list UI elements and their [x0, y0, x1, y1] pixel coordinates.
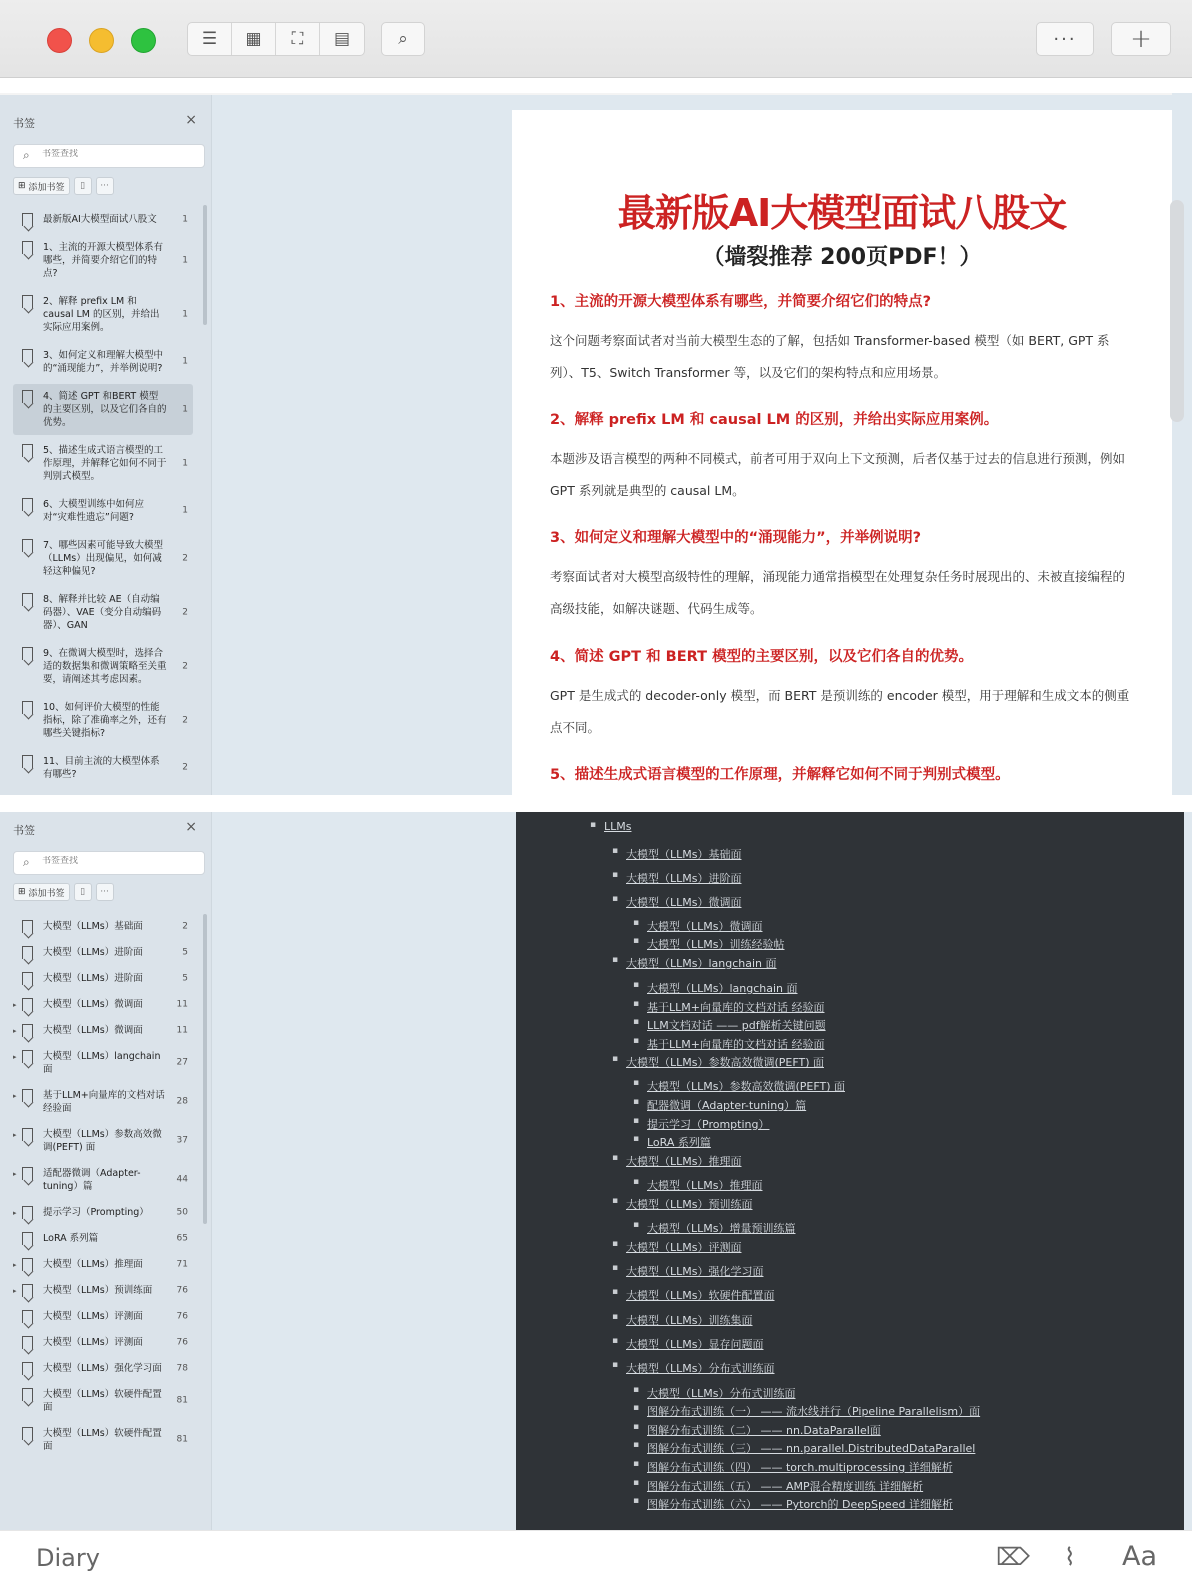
expand-arrow-icon[interactable]: ▸ — [13, 1261, 17, 1269]
bookmark-label: 5、描述生成式语言模型的工作原理，并解释它如何不同于判别式模型。 — [43, 445, 167, 482]
toc-link[interactable]: ▪ 大模型（LLMs）推理面 — [647, 1177, 762, 1193]
bookmark-icon — [22, 647, 33, 660]
sidebar-title: 书签 — [13, 824, 35, 837]
bookmark-label: 3、如何定义和理解大模型中的“涌现能力”，并举例说明? — [43, 350, 164, 374]
bookmark-label: 提示学习（Prompting） — [43, 1207, 149, 1218]
toc-link[interactable]: ▪ 提示学习（Prompting） — [647, 1116, 769, 1132]
bookmark-item[interactable] — [13, 1200, 193, 1225]
bookmark-icon — [22, 390, 33, 403]
sidebar-scrollbar[interactable] — [203, 205, 207, 325]
bookmark-label: 2、解释 prefix LM 和 causal LM 的区别，并给出实际应用案例。 — [43, 296, 160, 333]
toc-link[interactable]: ▪ 大模型（LLMs）微调面 — [626, 894, 741, 910]
bookmark-label: 大模型（LLMs）推理面 — [43, 1259, 143, 1270]
expand-arrow-icon[interactable]: ▸ — [13, 1053, 17, 1061]
bookmark-list — [13, 914, 193, 1460]
bookmark-page-number: 44 — [176, 1174, 188, 1185]
bookmark-page-number: 2 — [182, 553, 188, 563]
bookmark-icon — [22, 1232, 33, 1245]
bookmark-label: 最新版AI大模型面试八股文 — [43, 214, 157, 225]
bookmark-page-number: 1 — [182, 356, 188, 367]
add-bookmark-label: 添加书签 — [28, 888, 65, 899]
question-heading: 4、简述 GPT 和 BERT 模型的主要区别，以及它们各自的优势。 — [550, 649, 974, 665]
bookmark-list — [13, 207, 193, 790]
bookmark-icon — [22, 972, 33, 985]
bookmark-label: 1、主流的开源大模型体系有哪些，并简要介绍它们的特点? — [43, 242, 164, 279]
bookmark-item[interactable] — [13, 235, 193, 286]
bookmark-search-input[interactable] — [42, 856, 192, 866]
toc-link[interactable]: ▪ 大模型（LLMs）基础面 — [626, 846, 741, 862]
bookmark-label: 大模型（LLMs）参数高效微调(PEFT) 面 — [43, 1129, 162, 1153]
bookmark-label: 大模型（LLMs）软硬件配置面 — [43, 1389, 162, 1413]
font-settings-button[interactable]: Aa — [1122, 1541, 1158, 1572]
toc-link[interactable]: ▪ 大模型（LLMs）训练经验帖 — [647, 936, 784, 952]
bookmark-item[interactable] — [13, 207, 193, 232]
bookmark-label: 大模型（LLMs）预训练面 — [43, 1285, 153, 1296]
bookmark-icon — [22, 1362, 33, 1375]
close-icon[interactable]: × — [185, 819, 197, 835]
more-button[interactable]: ··· — [1036, 22, 1094, 56]
bookmark-more-icon[interactable]: ··· — [96, 883, 114, 901]
app-title: Diary — [36, 1544, 100, 1572]
bookmark-page-number: 1 — [182, 404, 188, 414]
bookmark-icon — [22, 1388, 33, 1401]
close-window-button[interactable] — [47, 28, 72, 53]
bookmark-item[interactable] — [13, 1018, 193, 1043]
toc-link[interactable]: ▪ 大模型（LLMs）训练集面 — [626, 1312, 752, 1328]
question-heading: 3、如何定义和理解大模型中的“涌现能力”，并举例说明? — [550, 530, 922, 546]
bookmark-sidebar — [0, 812, 212, 1530]
toc-link[interactable]: ▪ 大模型（LLMs）分布式训练面 — [647, 1385, 795, 1401]
bookmark-icon — [22, 755, 33, 768]
bookmark-item[interactable] — [13, 940, 193, 965]
main-scrollbar[interactable] — [1170, 200, 1184, 422]
bookmark-page-number: 65 — [176, 1233, 188, 1243]
app-footer — [0, 1530, 1192, 1589]
bookmark-label: 4、简述 GPT 和BERT 模型的主要区别，以及它们各自的优势。 — [43, 391, 167, 428]
bookmark-label: 大模型（LLMs）进阶面 — [43, 973, 143, 984]
toc-link[interactable]: ▪ 大模型（LLMs）评测面 — [626, 1239, 741, 1255]
document-title: 最新版AI大模型面试八股文 — [617, 191, 1067, 235]
bookmark-page-number: 71 — [176, 1259, 188, 1269]
bookmark-page-number: 1 — [182, 214, 188, 224]
toc-link[interactable]: ▪ 大模型（LLMs）参数高效微调(PEFT) 面 — [626, 1054, 824, 1070]
bookmark-icon — [22, 539, 33, 552]
bookmark-page-number: 81 — [176, 1434, 188, 1445]
bookmark-page-number: 76 — [176, 1285, 188, 1295]
bookmark-item[interactable] — [13, 641, 193, 692]
pdf-viewer-top — [0, 93, 1192, 795]
toc-link[interactable]: ▪ LLMs — [604, 820, 631, 833]
bookmark-icon — [22, 1206, 33, 1219]
toc-link[interactable]: ▪ 大模型（LLMs）分布式训练面 — [626, 1360, 774, 1376]
bookmark-label: 大模型（LLMs）微调面 — [43, 999, 143, 1010]
pdf-viewer-bottom — [0, 812, 1192, 1530]
bookmark-icon — [22, 1336, 33, 1349]
bookmark-page-number: 2 — [182, 715, 188, 725]
bookmark-icon — [22, 1284, 33, 1297]
delete-bookmark-icon[interactable]: ▯ — [74, 883, 92, 901]
delete-bookmark-icon[interactable]: ▯ — [74, 177, 92, 195]
add-bookmark-label: 添加书签 — [28, 182, 65, 193]
bookmark-item[interactable] — [13, 966, 193, 991]
bookmark-item[interactable] — [13, 749, 193, 787]
expand-arrow-icon[interactable]: ▸ — [13, 1027, 17, 1035]
toc-link[interactable]: ▪ 大模型（LLMs）增量预训练篇 — [647, 1220, 795, 1236]
bookmark-item[interactable] — [13, 1382, 193, 1420]
toc-link[interactable]: ▪ 大模型（LLMs）推理面 — [626, 1153, 741, 1169]
bookmark-label: 大模型（LLMs）强化学习面 — [43, 1363, 162, 1374]
bookmark-page-number: 2 — [182, 607, 188, 617]
toc-link[interactable]: ▪ 图解分布式训练（五） —— AMP混合精度训练 详细解析 — [647, 1478, 923, 1494]
bookmark-item[interactable] — [13, 1161, 193, 1199]
bookmark-item[interactable] — [13, 1044, 193, 1082]
bookmark-page-number: 78 — [176, 1363, 188, 1373]
add-bookmark-button[interactable] — [13, 177, 70, 195]
bookmark-label: 适配器微调（Adapter-tuning）篇 — [43, 1168, 141, 1192]
calendar-view-icon[interactable]: ▤ — [333, 29, 351, 49]
answer-paragraph: 考察面试者对大模型高级特性的理解，涌现能力通常指模型在处理复杂任务时展现出的、未被直接编程的高级技能，如解决谜题、代码生成等。 — [550, 569, 1126, 616]
expand-arrow-icon[interactable]: ▸ — [13, 1131, 17, 1139]
bookmark-item[interactable] — [13, 1304, 193, 1329]
bookmark-icon — [22, 498, 33, 511]
bookmark-label: 大模型（LLMs）微调面 — [43, 1025, 143, 1036]
bookmark-icon — [22, 241, 33, 254]
bookmark-page-number: 11 — [176, 999, 188, 1009]
toc-link[interactable]: ▪ 图解分布式训练（四） —— torch.multiprocessing 详细解析 — [647, 1459, 953, 1475]
bookmark-page-number: 76 — [176, 1311, 188, 1321]
expand-arrow-icon[interactable]: ▸ — [13, 1001, 17, 1009]
bookmark-icon: ⊞ — [18, 887, 26, 897]
toc-link[interactable]: ▪ 大模型（LLMs）软硬件配置面 — [626, 1287, 774, 1303]
toc-link[interactable]: ▪ 大模型（LLMs）参数高效微调(PEFT) 面 — [647, 1078, 845, 1094]
bookmark-icon — [22, 1167, 33, 1180]
bookmark-icon — [22, 444, 33, 457]
toc-link[interactable]: ▪ 大模型（LLMs）显存问题面 — [626, 1336, 763, 1352]
bookmark-page-number: 2 — [182, 661, 188, 671]
toc-link[interactable]: ▪ 图解分布式训练（三） —— nn.parallel.DistributedDataParallel — [647, 1440, 975, 1456]
bookmark-label: 大模型（LLMs）评测面 — [43, 1311, 143, 1322]
toc-link[interactable]: ▪ 基于LLM+向量库的文档对话 经验面 — [647, 1036, 824, 1052]
attachment-icon[interactable]: ⌇ — [1064, 1543, 1076, 1571]
bookmark-page-number: 2 — [182, 921, 188, 931]
window-toolbar — [0, 0, 1192, 78]
bookmark-icon — [22, 1089, 33, 1102]
bookmark-item[interactable] — [13, 289, 193, 340]
answer-paragraph: 这个问题考察面试者对当前大模型生态的了解，包括如 Transformer-based 模型（如 BERT, GPT 系列）、T5、Switch Transformer 等，以及它们的架构特点和应用场景。 — [550, 333, 1110, 380]
bookmark-icon — [22, 1258, 33, 1271]
bookmark-page-number: 81 — [176, 1395, 188, 1406]
bookmark-label: 8、解释并比较 AE（自动编码器）、VAE（变分自动编码器）、GAN — [43, 594, 162, 631]
bookmark-item[interactable] — [13, 1083, 193, 1121]
bookmark-icon — [22, 701, 33, 714]
bookmark-item[interactable] — [13, 1356, 193, 1381]
sidebar-scrollbar[interactable] — [203, 914, 207, 1224]
search-icon[interactable]: ⌕ — [381, 22, 425, 56]
bookmark-icon — [22, 920, 33, 933]
bookmark-item[interactable] — [13, 1421, 193, 1459]
bookmark-item[interactable] — [13, 533, 193, 584]
expand-arrow-icon[interactable]: ▸ — [13, 1092, 17, 1100]
bookmark-search-input[interactable] — [42, 149, 192, 159]
toc-link[interactable]: ▪ 配器微调（Adapter-tuning）篇 — [647, 1097, 806, 1113]
toc-link[interactable]: ▪ 基于LLM+向量库的文档对话 经验面 — [647, 999, 824, 1015]
document-subtitle: （墙裂推荐 200页PDF！） — [702, 245, 982, 270]
bookmark-item[interactable] — [13, 1226, 193, 1251]
bookmark-item[interactable] — [13, 1330, 193, 1355]
bookmark-icon — [22, 998, 33, 1011]
bookmark-label: 6、大模型训练中如何应对“灾难性遗忘”问题? — [43, 499, 145, 523]
bookmark-icon — [22, 1427, 33, 1440]
bookmark-page-number: 76 — [176, 1337, 188, 1347]
bookmark-label: 9、在微调大模型时，选择合适的数据集和微调策略至关重要，请阐述其考虑因素。 — [43, 648, 167, 685]
bookmark-tools — [13, 883, 114, 901]
bookmark-item[interactable] — [13, 1278, 193, 1303]
bookmark-page-number: 2 — [182, 762, 188, 773]
toc-link[interactable]: ▪ LLM文档对话 —— pdf解析关键问题 — [647, 1017, 826, 1033]
toc-link[interactable]: ▪ 大模型（LLMs）强化学习面 — [626, 1263, 763, 1279]
bookmark-page-number: 27 — [176, 1057, 188, 1068]
add-entry-button[interactable]: + — [1111, 22, 1171, 56]
bookmark-item[interactable] — [13, 343, 193, 381]
toc-link[interactable]: ▪ 图解分布式训练（二） —— nn.DataParallel面 — [647, 1422, 881, 1438]
bookmark-page-number: 5 — [182, 947, 188, 957]
expand-arrow-icon[interactable]: ▸ — [13, 1287, 17, 1295]
bookmark-label: 大模型（LLMs）软硬件配置面 — [43, 1428, 162, 1452]
question-heading: 2、解释 prefix LM 和 causal LM 的区别，并给出实际应用案例。 — [550, 412, 999, 428]
bookmark-icon — [22, 349, 33, 362]
bookmark-item[interactable] — [13, 438, 193, 489]
bookmark-item[interactable] — [13, 587, 193, 638]
bookmark-icon — [22, 1128, 33, 1141]
map-view-icon[interactable]: ⛶ — [276, 23, 320, 55]
question-heading: 5、描述生成式语言模型的工作原理，并解释它如何不同于判别式模型。 — [550, 767, 1010, 783]
bookmark-item[interactable] — [13, 914, 193, 939]
bookmark-icon — [22, 593, 33, 606]
toc-link[interactable]: ▪ LoRA 系列篇 — [647, 1134, 711, 1150]
minimize-window-button[interactable] — [89, 28, 114, 53]
add-bookmark-button[interactable] — [13, 883, 70, 901]
bookmark-item[interactable] — [13, 1122, 193, 1160]
bookmark-icon — [22, 946, 33, 959]
toc-link[interactable]: ▪ 图解分布式训练（一） —— 流水线并行（Pipeline Parallelism）面 — [647, 1403, 980, 1419]
bookmark-page-number: 1 — [182, 255, 188, 265]
bookmark-label: LoRA 系列篇 — [43, 1233, 99, 1244]
answer-paragraph: GPT 是生成式的 decoder-only 模型，而 BERT 是预训练的 encoder 模型，用于理解和生成文本的侧重点不同。 — [550, 688, 1130, 735]
bookmark-page-number: 11 — [176, 1025, 188, 1035]
pdf-page — [512, 110, 1172, 795]
bookmark-page-number: 50 — [176, 1207, 188, 1217]
bookmark-label: 大模型（LLMs）基础面 — [43, 921, 143, 932]
bookmark-label: 7、哪些因素可能导致大模型（LLMs）出现偏见，如何减轻这种偏见? — [43, 540, 164, 577]
close-icon[interactable]: × — [185, 112, 197, 128]
toc-link[interactable]: ▪ 大模型（LLMs）langchain 面 — [626, 955, 777, 971]
bookmark-sidebar — [0, 95, 212, 795]
search-icon: ⌕ — [23, 148, 30, 162]
bookmark-tools — [13, 177, 114, 195]
bookmark-icon — [22, 213, 33, 226]
bookmark-label: 11、目前主流的大模型体系有哪些? — [43, 756, 160, 780]
toc-link[interactable]: ▪ 大模型（LLMs）langchain 面 — [647, 980, 798, 996]
bookmark-label: 大模型（LLMs）评测面 — [43, 1337, 143, 1348]
bookmark-page-number: 37 — [176, 1135, 188, 1146]
toc-link[interactable]: ▪ 图解分布式训练（六） —— Pytorch的 DeepSpeed 详细解析 — [647, 1496, 953, 1512]
bookmark-page-number: 1 — [182, 505, 188, 516]
expand-arrow-icon[interactable]: ▸ — [13, 1209, 17, 1217]
bookmark-label: 大模型（LLMs）进阶面 — [43, 947, 143, 958]
expand-arrow-icon[interactable]: ▸ — [13, 1170, 17, 1178]
grid-view-icon[interactable]: ▦ — [232, 23, 276, 55]
answer-paragraph: 本题涉及语言模型的两种不同模式，前者可用于双向上下文预测，后者仅基于过去的信息进行预测，例如 GPT 系列就是典型的 causal LM。 — [550, 451, 1126, 498]
bookmark-item[interactable] — [13, 1252, 193, 1277]
bookmark-label: 10、如何评价大模型的性能指标，除了准确率之外，还有哪些关键指标? — [43, 702, 167, 739]
list-view-icon[interactable]: ☰ — [188, 23, 232, 55]
bookmark-page-number: 28 — [176, 1096, 188, 1107]
zoom-window-button[interactable] — [131, 28, 156, 53]
bookmark-item[interactable] — [13, 492, 193, 530]
bookmark-search-field[interactable] — [13, 851, 205, 875]
toc-link[interactable]: ▪ 大模型（LLMs）进阶面 — [626, 870, 741, 886]
bookmark-more-icon[interactable]: ··· — [96, 177, 114, 195]
bookmark-page-number: 1 — [182, 309, 188, 319]
bookmark-icon — [22, 1050, 33, 1063]
bookmark-item[interactable] — [13, 695, 193, 746]
bookmark-icon — [22, 295, 33, 308]
search-icon: ⌕ — [23, 855, 30, 869]
bookmark-page-number: 1 — [182, 458, 188, 468]
sidebar-title: 书签 — [13, 117, 35, 130]
bookmark-label: 基于LLM+向量库的文档对话经验面 — [43, 1090, 165, 1114]
bookmark-icon — [22, 1310, 33, 1323]
toc-link[interactable]: ▪ 大模型（LLMs）预训练面 — [626, 1196, 752, 1212]
bookmark-page-number: 5 — [182, 973, 188, 983]
bookmark-icon: ⊞ — [18, 181, 26, 191]
view-switcher — [187, 22, 365, 56]
bookmark-search-field[interactable] — [13, 144, 205, 168]
tag-icon[interactable]: ⌦ — [996, 1543, 1030, 1571]
question-heading: 1、主流的开源大模型体系有哪些，并简要介绍它们的特点? — [550, 294, 931, 310]
bookmark-label: 大模型（LLMs）langchain面 — [43, 1051, 161, 1075]
bookmark-icon — [22, 1024, 33, 1037]
toc-link[interactable]: ▪ 大模型（LLMs）微调面 — [647, 918, 762, 934]
bookmark-item[interactable] — [13, 992, 193, 1017]
bookmark-item[interactable] — [13, 384, 193, 435]
table-of-contents-page — [516, 812, 1184, 1530]
